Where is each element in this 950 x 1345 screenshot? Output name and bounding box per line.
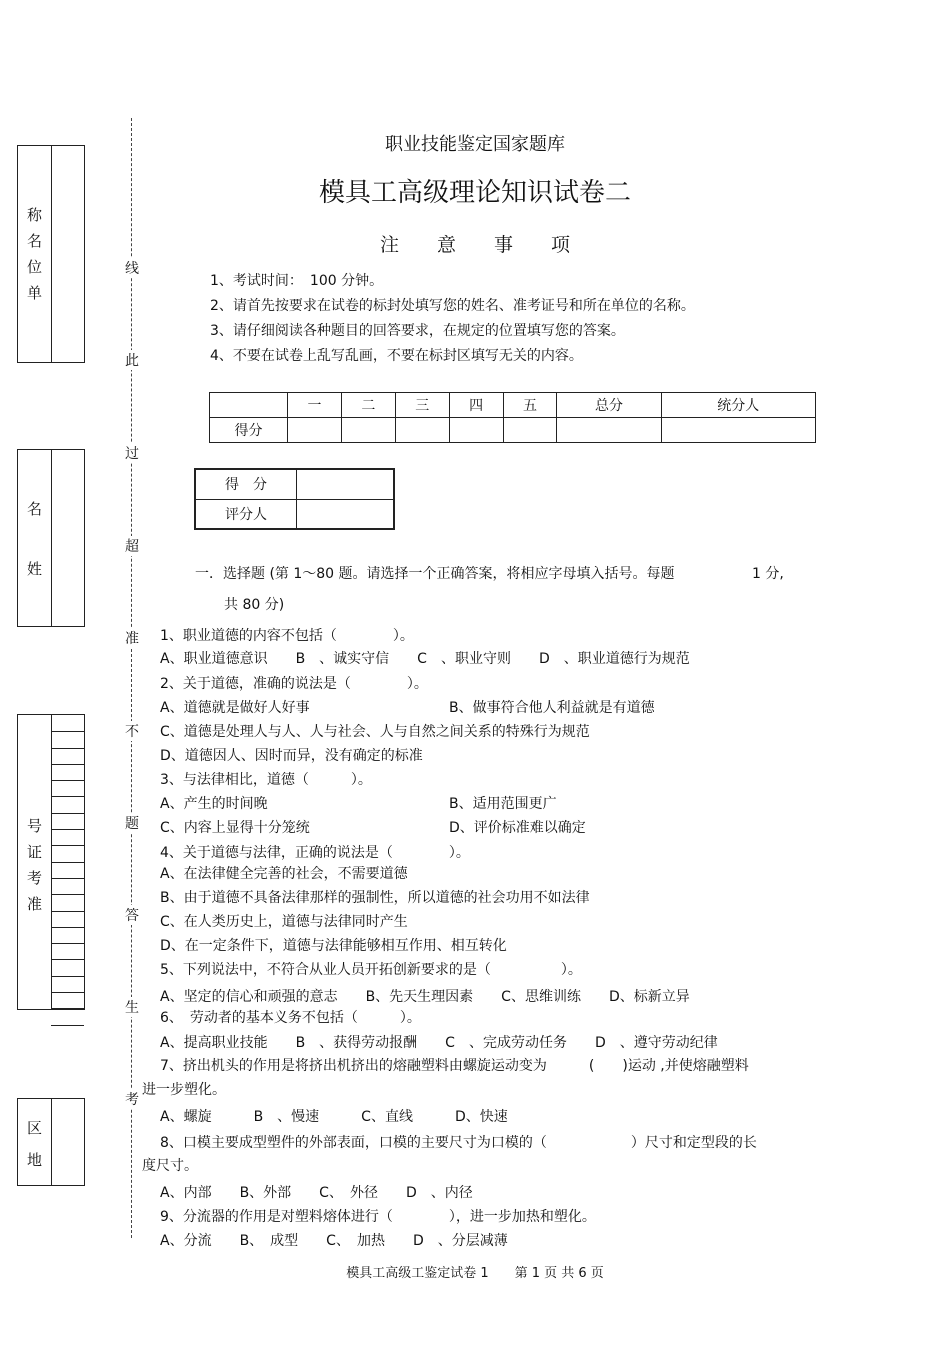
score-cell[interactable] xyxy=(288,418,342,443)
seal-char: 答 xyxy=(123,905,141,925)
area-box xyxy=(17,1098,85,1186)
seal-char: 考 xyxy=(123,1089,141,1109)
score-cell[interactable] xyxy=(395,418,449,443)
question-text: 2、关于道德，准确的说法是（ ）。 xyxy=(160,676,428,692)
unit-label-char: 称 xyxy=(26,206,42,224)
question-options: A、提高职业技能 B 、获得劳动报酬 C 、完成劳动任务 D 、遵守劳动纪律 xyxy=(160,1035,718,1051)
score-row-label: 得分 xyxy=(210,418,288,443)
name-box xyxy=(17,449,85,627)
question-option: C、在人类历史上，道德与法律同时产生 xyxy=(160,914,408,930)
score-header-cell: 二 xyxy=(341,393,395,418)
question-option: B、做事符合他人利益就是有道德 xyxy=(449,700,655,716)
seal-char: 准 xyxy=(123,628,141,648)
question-text: 3、与法律相比，道德（ ）。 xyxy=(160,772,372,788)
name-label-char: 名 xyxy=(26,500,42,518)
note-line: 4、不要在试卷上乱写乱画，不要在标封区填写无关的内容。 xyxy=(210,348,583,364)
score-cell[interactable] xyxy=(341,418,395,443)
page-title: 模具工高级理论知识试卷二 xyxy=(318,178,631,208)
section-score-cell[interactable] xyxy=(297,469,395,499)
score-header-cell: 四 xyxy=(449,393,503,418)
area-label-char: 地 xyxy=(26,1151,42,1169)
question-option: C、内容上显得十分笼统 xyxy=(160,820,310,836)
question-text: 5、下列说法中，不符合从业人员开拓创新要求的是（ ）。 xyxy=(160,962,582,978)
seal-char: 过 xyxy=(123,443,141,463)
score-cell[interactable] xyxy=(557,418,661,443)
id-label-char: 准 xyxy=(26,895,42,913)
section-score-table xyxy=(194,468,395,530)
exam-id-grid xyxy=(51,716,84,1008)
question-option: B、由于道德不具备法律那样的强制性，所以道德的社会功用不如法律 xyxy=(160,890,590,906)
question-options: A、职业道德意识 B 、诚实守信 C 、职业守则 D 、职业道德行为规范 xyxy=(160,651,690,667)
question-text: 1、职业道德的内容不包括（ ）。 xyxy=(160,628,414,644)
question-text: 9、分流器的作用是对塑料熔体进行（ ），进一步加热和塑化。 xyxy=(160,1209,596,1225)
section-heading-total: 共 80 分) xyxy=(224,597,285,613)
unit-label-char: 单 xyxy=(26,284,42,302)
question-text: 8、口模主要成型塑件的外部表面，口模的主要尺寸为口模的（ ）尺寸和定型段的长 xyxy=(160,1135,757,1151)
score-table xyxy=(209,392,816,443)
note-line: 3、请仔细阅读各种题目的回答要求，在规定的位置填写您的答案。 xyxy=(210,323,625,339)
seal-char: 不 xyxy=(123,721,141,741)
score-header-cell xyxy=(210,393,288,418)
name-fill-area[interactable] xyxy=(51,450,52,626)
seal-char: 此 xyxy=(123,350,141,370)
seal-char: 线 xyxy=(123,258,141,278)
question-options: A、分流 B、 成型 C、 加热 D 、分层减薄 xyxy=(160,1233,508,1249)
section-grader-cell[interactable] xyxy=(297,499,395,529)
unit-box xyxy=(17,145,85,363)
question-option: A、道德就是做好人好事 xyxy=(160,700,310,716)
question-bank-title: 职业技能鉴定国家题库 xyxy=(385,134,565,155)
score-cell[interactable] xyxy=(503,418,557,443)
id-label-char: 证 xyxy=(26,843,42,861)
section-heading-points: 1 分, xyxy=(752,566,784,582)
name-label-char: 姓 xyxy=(26,560,42,578)
area-label-char: 区 xyxy=(26,1119,42,1137)
unit-label-char: 名 xyxy=(26,232,42,250)
notice-heading: 注 意 事 项 xyxy=(379,234,570,256)
unit-label-char: 位 xyxy=(26,258,42,276)
question-options: A、内部 B、外部 C、 外径 D 、内径 xyxy=(160,1185,473,1201)
question-text: 7、挤出机头的作用是将挤出机挤出的熔融塑料由螺旋运动变为 ( )运动 ,并使熔融塑料 xyxy=(160,1058,749,1074)
question-text: 4、关于道德与法律，正确的说法是（ ）。 xyxy=(160,845,470,861)
question-text-cont: 进一步塑化。 xyxy=(142,1082,226,1098)
score-header-cell: 统分人 xyxy=(661,393,815,418)
score-cell[interactable] xyxy=(449,418,503,443)
id-label-char: 考 xyxy=(26,869,42,887)
id-label-char: 号 xyxy=(26,817,42,835)
score-header-cell: 五 xyxy=(503,393,557,418)
question-options: A、螺旋 B 、慢速 C、直线 D、快速 xyxy=(160,1109,508,1125)
seal-char: 题 xyxy=(123,813,141,833)
score-header-cell: 总分 xyxy=(557,393,661,418)
seal-char: 超 xyxy=(123,536,141,556)
seal-dashed-line xyxy=(131,118,132,1238)
question-option: A、产生的时间晚 xyxy=(160,796,268,812)
question-option: B、适用范围更广 xyxy=(449,796,557,812)
score-header-cell: 三 xyxy=(395,393,449,418)
question-option: D、评价标准难以确定 xyxy=(449,820,586,836)
section-heading: 一．选择题 (第 1～80 题。请选择一个正确答案，将相应字母填入括号。每题 xyxy=(195,566,675,582)
note-line: 2、请首先按要求在试卷的标封处填写您的姓名、准考证号和所在单位的名称。 xyxy=(210,298,695,314)
note-line: 1、考试时间： 100 分钟。 xyxy=(210,273,384,289)
score-header-cell: 一 xyxy=(288,393,342,418)
question-text-cont: 度尺寸。 xyxy=(142,1158,198,1174)
page-footer: 模具工高级工鉴定试卷 1 第 1 页 共 6 页 xyxy=(346,1266,604,1281)
score-cell[interactable] xyxy=(661,418,815,443)
question-text: 6、 劳动者的基本义务不包括（ ）。 xyxy=(160,1010,421,1026)
question-options: A、坚定的信心和顽强的意志 B、先天生理因素 C、思维训练 D、标新立异 xyxy=(160,989,690,1005)
question-option: A、在法律健全完善的社会，不需要道德 xyxy=(160,866,408,882)
section-score-label: 得 分 xyxy=(195,469,297,499)
unit-fill-area[interactable] xyxy=(51,146,52,362)
section-grader-label: 评分人 xyxy=(195,499,297,529)
question-option: D、在一定条件下，道德与法律能够相互作用、相互转化 xyxy=(160,938,507,954)
question-option: C、道德是处理人与人、人与社会、人与自然之间关系的特殊行为规范 xyxy=(160,724,590,740)
question-option: D、道德因人、因时而异，没有确定的标准 xyxy=(160,748,423,764)
area-fill-area[interactable] xyxy=(51,1099,52,1185)
seal-char: 生 xyxy=(123,997,141,1017)
